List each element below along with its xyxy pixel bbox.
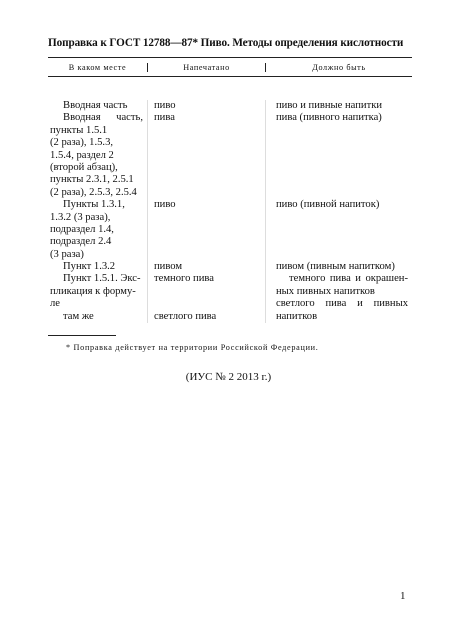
place-cell-line: 1.3.2 (3 раза), (50, 211, 111, 223)
printed-cell-line: светлого пива (154, 310, 217, 322)
should-cell-line: ных пивных напитков (276, 285, 375, 297)
printed-cell-line: пиво (154, 100, 176, 111)
should-cell-line: темного пива и окрашен- (289, 273, 408, 285)
corrections-table (48, 57, 412, 323)
place-cell-line: Вводная часть (63, 100, 128, 111)
printed-cell-line: пиво (154, 199, 176, 211)
header-place: В каком месте (68, 62, 127, 72)
footnote-divider (48, 335, 116, 336)
should-cell-line: светлого пива и пивных (276, 298, 408, 310)
source-reference: (ИУС № 2 2013 г.) (185, 371, 272, 383)
place-cell-line: (второй абзац), (50, 161, 118, 173)
document-title: Поправка к ГОСТ 12788—87* Пиво. Методы определения кислотности (48, 37, 404, 49)
place-cell-line: там же (63, 310, 94, 322)
column-printed (147, 100, 265, 323)
should-cell-line: пивом (пивным напитком) (276, 261, 395, 273)
place-cell-line: пликация к форму- (50, 285, 136, 297)
place-cell-line: Пункты 1.3.1, (63, 199, 125, 211)
place-cell-line: Пункт 1.5.1. Экс- (63, 273, 141, 285)
column-place (48, 100, 147, 323)
printed-cell-line: темного пива (154, 273, 214, 285)
should-cell-line: напитков (276, 310, 318, 322)
place-cell-line: подраздел 1.4, (50, 223, 114, 235)
should-cell-line: пива (пивного напитка) (276, 112, 382, 124)
place-cell-line: (2 раза), 1.5.3, (50, 137, 114, 149)
header-printed: Напечатано (147, 63, 265, 72)
should-cell-line: пиво и пивные напитки (276, 100, 383, 111)
place-cell-line: Вводная часть, (63, 112, 143, 124)
place-cell-line: подраздел 2.4 (50, 236, 112, 248)
place-cell-line: ле (50, 298, 60, 310)
place-cell-line: (3 раза) (50, 248, 84, 260)
place-cell-line: Пункт 1.3.2 (63, 261, 116, 273)
place-cell-line: пункты 1.5.1 (50, 124, 108, 136)
table-body (48, 77, 412, 323)
place-cell-line: (2 раза), 2.5.3, 2.5.4 (50, 186, 137, 198)
should-cell-line: пиво (пивной напиток) (276, 199, 380, 211)
table-header (48, 58, 412, 77)
place-cell-line: 1.5.4, раздел 2 (50, 149, 114, 161)
printed-cell-line: пива (154, 112, 175, 124)
footnote: * Поправка действует на территории Российской Федерации. (66, 343, 319, 352)
page-number: 1 (400, 590, 406, 602)
column-should-be (265, 100, 412, 323)
place-cell-line: пункты 2.3.1, 2.5.1 (50, 174, 134, 186)
printed-cell-line: пивом (154, 261, 183, 273)
header-should-be: Должно быть (265, 63, 412, 72)
